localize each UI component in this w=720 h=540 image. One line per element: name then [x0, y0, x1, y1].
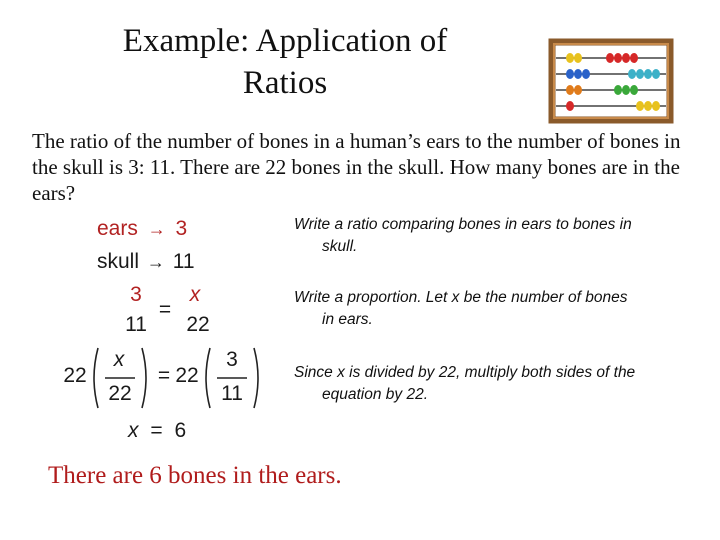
mult-right-denominator: 11 [221, 382, 243, 405]
ratio-ears-value: 3 [175, 217, 188, 240]
step-3-line-1: Since x is divided by 22, multiply both sides of the [294, 364, 636, 381]
ratio-ears-label: ears [97, 217, 138, 240]
step-1-note [294, 214, 704, 258]
step-2-line-1: Write a proportion. Let x be the number of bones [294, 289, 628, 306]
prop-right-denominator: 22 [186, 313, 210, 336]
mult-right-coefficient: 22 [175, 364, 199, 387]
mult-equals: = [157, 364, 171, 387]
step-2-note [294, 287, 704, 331]
ratio-ears-row [97, 217, 187, 241]
prop-right-numerator: x [189, 283, 201, 306]
proportion-equation [118, 283, 228, 343]
multiply-equation [62, 344, 272, 414]
result-equals: = [150, 419, 163, 442]
ratio-skull-arrow: → [146, 252, 165, 272]
step-2-line-2: in ears. [322, 311, 373, 328]
ratio-ears-arrow: → [147, 219, 166, 239]
step-1-line-1: Write a ratio comparing bones in ears to bones in [294, 216, 632, 233]
abacus-icon [548, 38, 674, 129]
step-1-line-2: skull. [322, 238, 358, 255]
problem-statement: The ratio of the number of bones in a human’s ears to the number of bones in the skull is 3: 11. There are 22 bones in the skull. How many bones are in the ears? [32, 129, 681, 205]
step-3-note [294, 362, 704, 406]
title-line-2: Ratios [242, 65, 328, 101]
prop-equals: = [158, 298, 172, 321]
prop-left-denominator: 11 [125, 313, 147, 336]
slide-title [100, 20, 470, 104]
result-variable: x [128, 419, 139, 442]
result-value: 6 [174, 419, 187, 442]
title-line-1: Example: Application of [122, 23, 448, 59]
mult-left-numerator: x [113, 348, 125, 371]
mult-right-numerator: 3 [226, 348, 238, 371]
prop-left-numerator: 3 [130, 283, 142, 306]
result-equation [128, 419, 186, 443]
mult-left-denominator: 22 [108, 382, 132, 405]
conclusion-text: There are 6 bones in the ears. [48, 462, 342, 489]
mult-left-coefficient: 22 [63, 364, 87, 387]
ratio-skull-value: 11 [172, 250, 195, 273]
ratio-skull-label: skull [97, 250, 140, 273]
step-3-line-2: equation by 22. [322, 386, 429, 403]
ratio-skull-row [97, 250, 195, 274]
